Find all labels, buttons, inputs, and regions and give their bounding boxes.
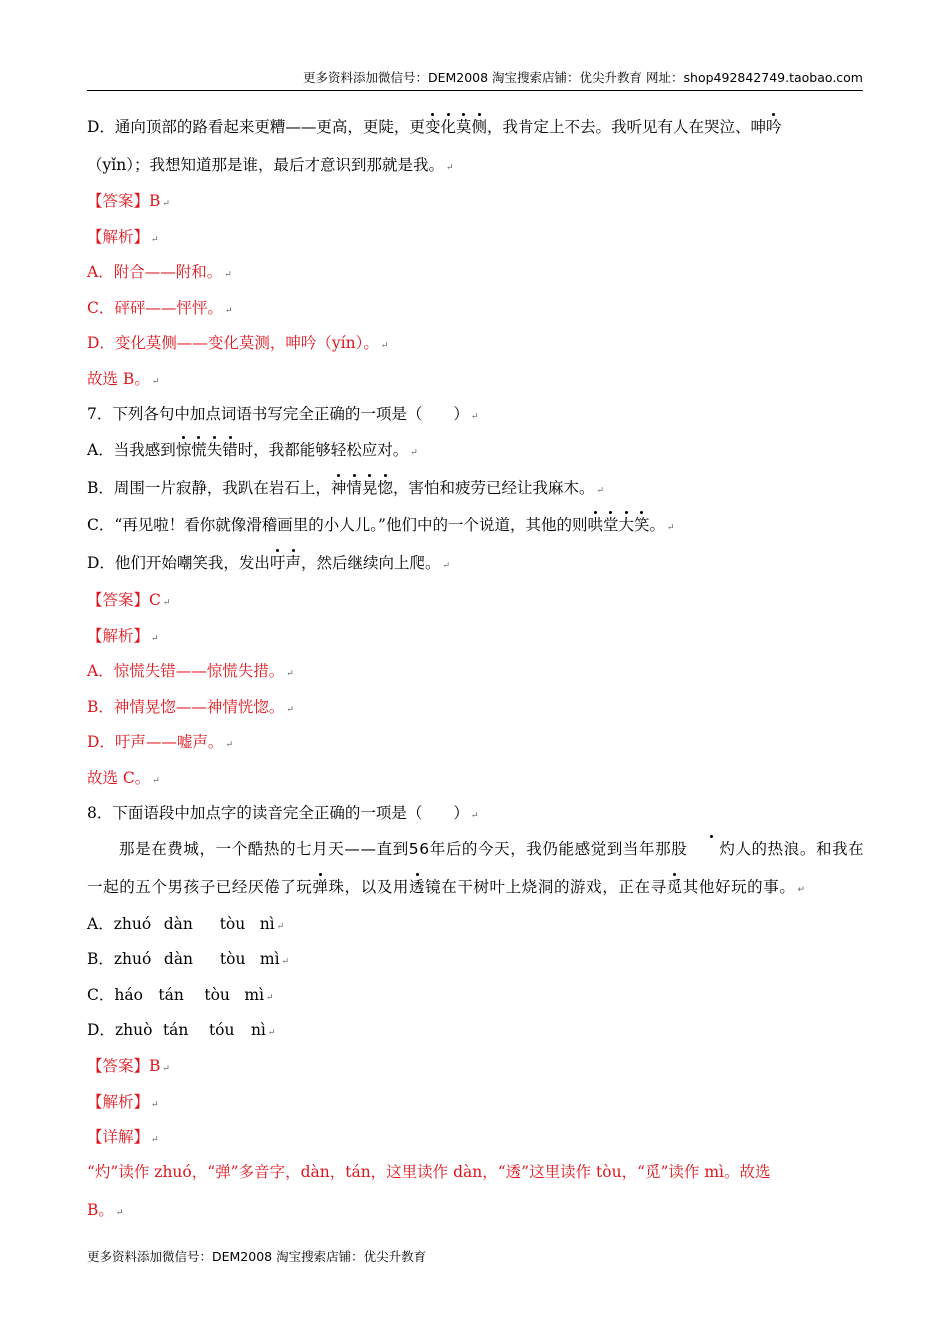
q7-option-c: C．“再见啦！看你就像滑稽画里的小人儿。”他们中的一个说道，其他的则哄堂大笑。 ↵	[87, 516, 675, 534]
q6-exp-a: A．附合——附和。 ↵	[87, 263, 232, 281]
q6-exp-d: D．变化莫侧——变化莫测，呻吟（yín）。 ↵	[87, 334, 389, 352]
q7-option-b: B．周围一片寂静，我趴在岩石上，神情晃惚，害怕和疲劳已经让我麻木。 ↵	[87, 479, 605, 497]
q6-choose: 故选 B。 ↵	[87, 370, 160, 388]
q8-option-d: D．zhuò tán tóu nì ↵	[87, 1021, 276, 1039]
page-footer: 更多资料添加微信号：DEM2008 淘宝搜索店铺：优尖升教育	[87, 1249, 427, 1264]
q8-passage-line1: 那是在费城，一个酷热的七月天——直到56年后的今天，我仍能感觉到当年那股 灼人的热浪。和我在	[119, 840, 865, 858]
q8-option-b: B．zhuó dàn tòu mì ↵	[87, 950, 290, 968]
q8-passage-line2: 一起的五个男孩子已经厌倦了玩弹珠，以及用透镜在干树叶上烧洞的游戏，正在寻觅其他好玩的事。 ↵	[87, 878, 806, 896]
q6-exp-c: C．砰砰——怦怦。 ↵	[87, 299, 233, 317]
q6-analysis: 【解析】 ↵	[87, 228, 159, 246]
q8-answer: 【答案】B ↵	[87, 1057, 170, 1075]
q6-option-d-line1: D．通向顶部的路看起来更糟——更高，更陡，更变化莫侧，我肯定上不去。我听见有人在哭泣、呻吟	[87, 118, 782, 136]
q7-exp-a: A．惊慌失错——惊慌失措。 ↵	[87, 662, 294, 680]
q8-analysis: 【解析】 ↵	[87, 1093, 159, 1111]
q7-option-a: A．当我感到惊慌失错时，我都能够轻松应对。 ↵	[87, 441, 418, 459]
q6-answer: 【答案】B ↵	[87, 192, 170, 210]
q7-stem: 7．下列各句中加点词语书写完全正确的一项是（ ） ↵	[87, 405, 479, 423]
q7-answer: 【答案】C ↵	[87, 591, 171, 609]
q8-stem: 8．下面语段中加点字的读音完全正确的一项是（ ） ↵	[87, 804, 479, 822]
q7-analysis: 【解析】 ↵	[87, 627, 159, 645]
q7-option-d: D．他们开始嘲笑我，发出吁声，然后继续向上爬。 ↵	[87, 554, 451, 572]
q6-option-d-line2: （yǐn）；我想知道那是谁，最后才意识到那就是我。 ↵	[87, 156, 454, 174]
q8-option-a: A．zhuó dàn tòu nì ↵	[87, 915, 285, 933]
q7-exp-d: D．吁声——嘘声。 ↵	[87, 733, 233, 751]
q8-detail: 【详解】 ↵	[87, 1128, 159, 1146]
q8-explanation-line1: “灼”读作 zhuó，“弹”多音字，dàn，tán，这里读作 dàn，“透”这里读作 tòu，“觅”读作 mì。故选	[87, 1163, 771, 1181]
q7-exp-b: B．神情晃惚——神情恍惚。 ↵	[87, 698, 294, 716]
q8-option-c: C．háo tán tòu mì ↵	[87, 986, 274, 1004]
q8-explanation-line2: B。 ↵	[87, 1201, 124, 1219]
page-header: 更多资料添加微信号：DEM2008 淘宝搜索店铺：优尖升教育 网址：shop492842749.taobao.com	[87, 68, 863, 91]
q7-choose: 故选 C。 ↵	[87, 769, 160, 787]
